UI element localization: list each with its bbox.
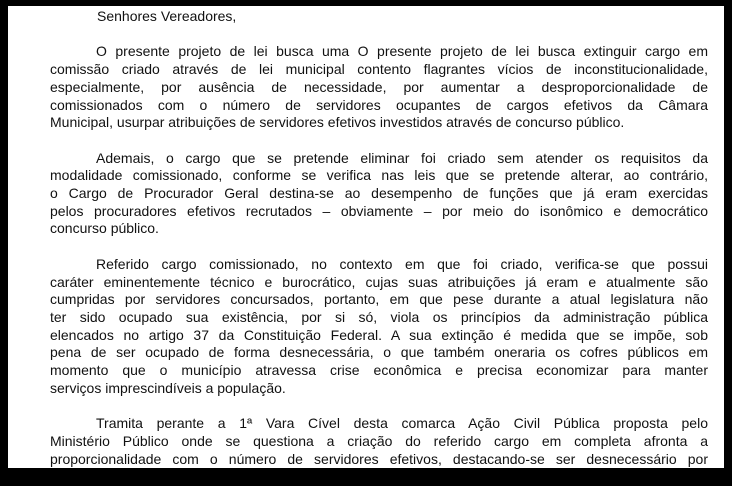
paragraph-line: comissionados com o número de servidores ocupantes de cargos efetivos da Câmara bbox=[50, 96, 708, 113]
paragraph bbox=[50, 150, 708, 239]
paragraph-line: concurso público. bbox=[50, 220, 159, 237]
paragraph-line: momento que o município atravessa crise econômica e precisa economizar para manter bbox=[50, 362, 708, 379]
paragraph-line: comissão criado através de lei municipal contento flagrantes vícios de inconstitucionalidade, bbox=[50, 61, 708, 78]
document-body bbox=[50, 8, 708, 468]
document-page bbox=[8, 6, 724, 468]
paragraph-line: especialmente, por ausência de necessidade, por aumentar a desproporcionalidade de bbox=[50, 78, 708, 95]
paragraph-line: Referido cargo comissionado, no contexto em que foi criado, verifica-se que possui bbox=[96, 255, 708, 272]
paragraph-line: pelos procuradores efetivos recrutados – obviamente – por meio do isonômico e democrático bbox=[50, 202, 708, 219]
paragraph-line: Municipal, usurpar atribuições de servidores efetivos investidos através de concurso público. bbox=[50, 114, 625, 131]
paragraph-line: pena de ser ocupado de forma desnecessária, o que também oneraria os cofres públicos em bbox=[50, 344, 708, 361]
paragraph bbox=[50, 43, 708, 132]
paragraph-line: Tramita perante a 1ª Vara Cível desta comarca Ação Civil Pública proposta pelo bbox=[96, 415, 708, 432]
paragraph-line: o Cargo de Procurador Geral destina-se ao desempenho de funções que já eram exercidas bbox=[50, 185, 708, 201]
paragraph-line: serviços imprescindíveis a população. bbox=[50, 379, 286, 396]
paragraph-line: caráter eminentemente técnico e burocrático, cujas suas atribuições já eram e atualmente são bbox=[50, 273, 708, 290]
paragraph-line: Ministério Público onde se questiona a criação do referido cargo em completa afronta a bbox=[50, 432, 708, 449]
paragraph-line: ter sido ocupado sua existência, por si só, viola os princípios da administração pública bbox=[50, 308, 708, 325]
paragraph-line: O presente projeto de lei busca uma O presente projeto de lei busca extinguir cargo em bbox=[96, 43, 708, 60]
paragraph bbox=[50, 415, 708, 468]
paragraph-line: proporcionalidade com o número de servidores efetivos, destacando-se ser desnecessário por bbox=[50, 450, 708, 467]
paragraph-line: cumpridas por servidores concursados, portanto, em que pese durante a atual legislatura não bbox=[50, 291, 708, 308]
paragraph-line: modalidade comissionado, conforme se verifica nas leis que se pretende alterar, ao contrário, bbox=[50, 167, 708, 184]
paragraph bbox=[50, 256, 708, 398]
paragraph-line: elencados no artigo 37 da Constituição Federal. A sua extinção é medida que se impõe, sob bbox=[50, 326, 708, 343]
paragraph-line: Ademais, o cargo que se pretende eliminar foi criado sem atender os requisitos da bbox=[96, 149, 708, 166]
greeting: Senhores Vereadores, bbox=[97, 8, 237, 24]
